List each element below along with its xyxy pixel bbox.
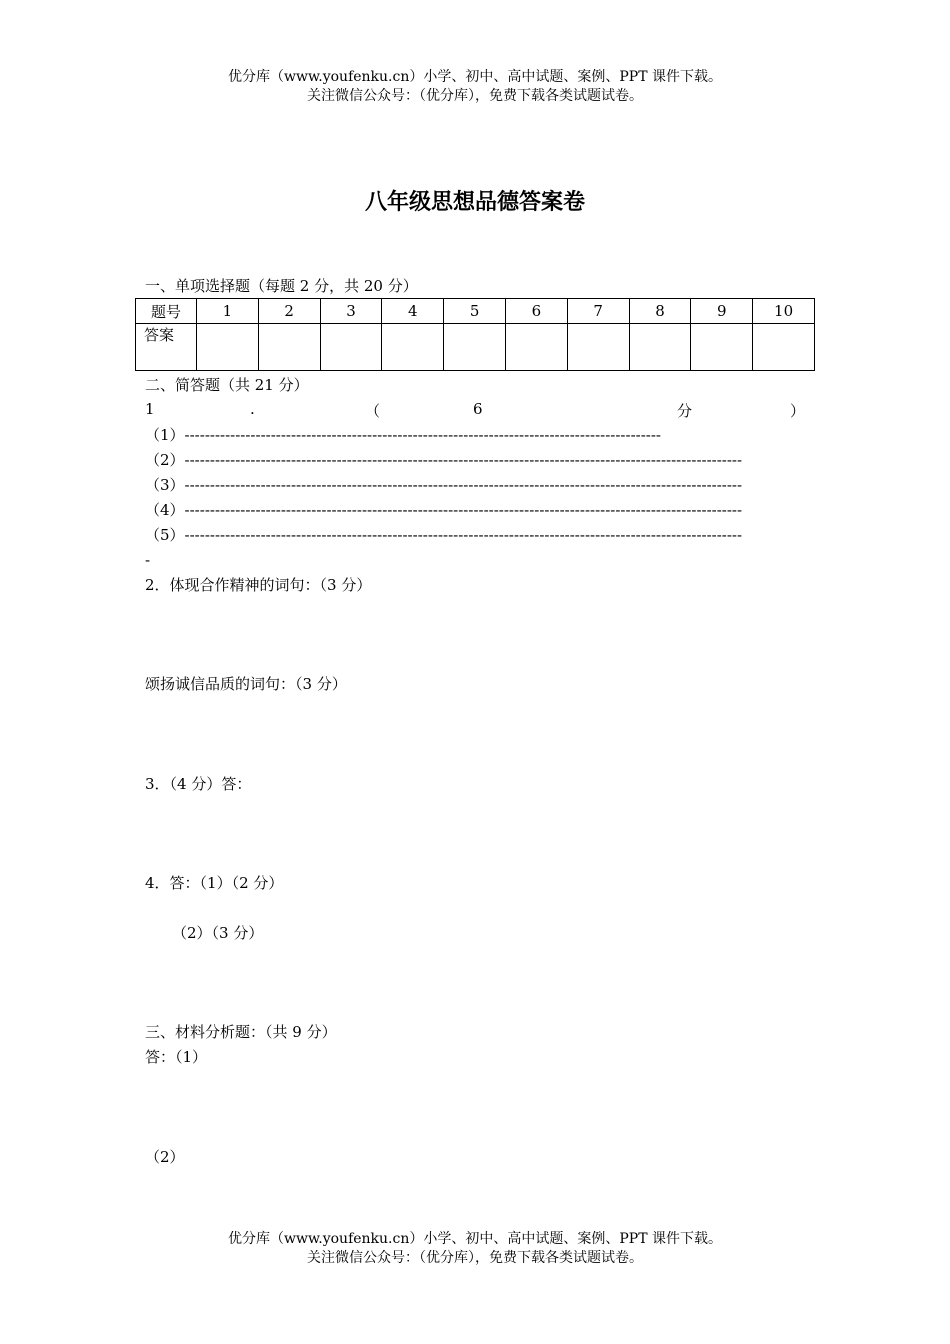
answer-cell[interactable] [691,324,753,371]
question-number-cell: 9 [691,299,753,324]
question-number-cell: 4 [382,299,444,324]
question-4b: （2）（3 分） [172,924,264,942]
table-row [136,324,815,371]
footer-line-1: 优分库（www.youfenku.cn）小学、初中、高中试题、案例、PPT 课件下载。 [227,1231,722,1247]
answer-blank[interactable]: -------------------------------------------------------------------------------------------------------------- [184,451,743,469]
q1-open-paren: （ [365,402,381,420]
blank-label: （5） [145,526,185,544]
question-4: 4．答：（1）（2 分） [145,874,284,892]
answer-cell[interactable] [258,324,320,371]
answer-cell[interactable] [444,324,506,371]
question-2b: 颂扬诚信品质的词句：（3 分） [145,675,347,693]
answer-cell[interactable] [505,324,567,371]
q1-points: 6 [473,400,483,418]
answer-cell[interactable] [753,324,815,371]
question-number-cell: 1 [197,299,259,324]
page-footer [0,1230,950,1268]
blank-line-4 [145,500,805,520]
row-label-number: 题号 [136,299,197,324]
question-number-cell: 5 [444,299,506,324]
row-label-answer: 答案 [136,324,197,371]
q1-close-paren: ） [790,402,806,420]
blank-label: （3） [145,476,185,494]
table-row [136,299,815,324]
footer-line-2: 关注微信公众号：（优分库），免费下载各类试题试卷。 [307,1250,643,1266]
answer-cell[interactable] [567,324,629,371]
blank-line-5 [145,525,805,545]
question-number-cell: 6 [505,299,567,324]
blank-label: （1） [145,426,185,444]
q1-number: 1 [145,400,155,418]
question-number-cell: 10 [753,299,815,324]
question-number-cell: 8 [629,299,691,324]
section3-heading: 三、材料分析题：（共 9 分） [145,1023,337,1041]
answer-blank[interactable]: -------------------------------------------------------------------------------------------------------------- [184,501,743,519]
answer-blank[interactable]: ---------------------------------------------------------------------------------------------- [184,426,661,444]
answer-cell[interactable] [320,324,382,371]
blank-line-1 [145,425,717,445]
section3-answer-1: 答：（1） [145,1048,208,1066]
section2-heading: 二、简答题（共 21 分） [145,376,309,394]
page-title: 八年级思想品德答案卷 [364,190,585,215]
answer-blank[interactable]: -------------------------------------------------------------------------------------------------------------- [184,526,743,544]
blank-label: （4） [145,501,185,519]
q1-unit: 分 [677,402,693,420]
overflow-dash: - [145,551,151,569]
question-3: 3．（4 分）答： [145,775,252,793]
answer-cell[interactable] [382,324,444,371]
q1-dot: . [250,400,255,418]
section3-answer-2: （2） [145,1148,185,1166]
question-number-cell: 3 [320,299,382,324]
question-number-cell: 2 [258,299,320,324]
blank-line-3 [145,475,805,495]
answer-cell[interactable] [197,324,259,371]
header-line-1: 优分库（www.youfenku.cn）小学、初中、高中试题、案例、PPT 课件下载。 [227,69,722,85]
page-header [0,68,950,106]
answer-table [135,298,815,371]
header-line-2: 关注微信公众号：（优分库），免费下载各类试题试卷。 [307,88,643,104]
question-number-cell: 7 [567,299,629,324]
question-1-line [145,400,805,420]
question-2a: 2．体现合作精神的词句：（3 分） [145,576,372,594]
answer-blank[interactable]: -------------------------------------------------------------------------------------------------------------- [184,476,743,494]
section1-heading: 一、单项选择题（每题 2 分，共 20 分） [145,277,418,295]
answer-cell[interactable] [629,324,691,371]
blank-line-2 [145,450,805,470]
blank-label: （2） [145,451,185,469]
